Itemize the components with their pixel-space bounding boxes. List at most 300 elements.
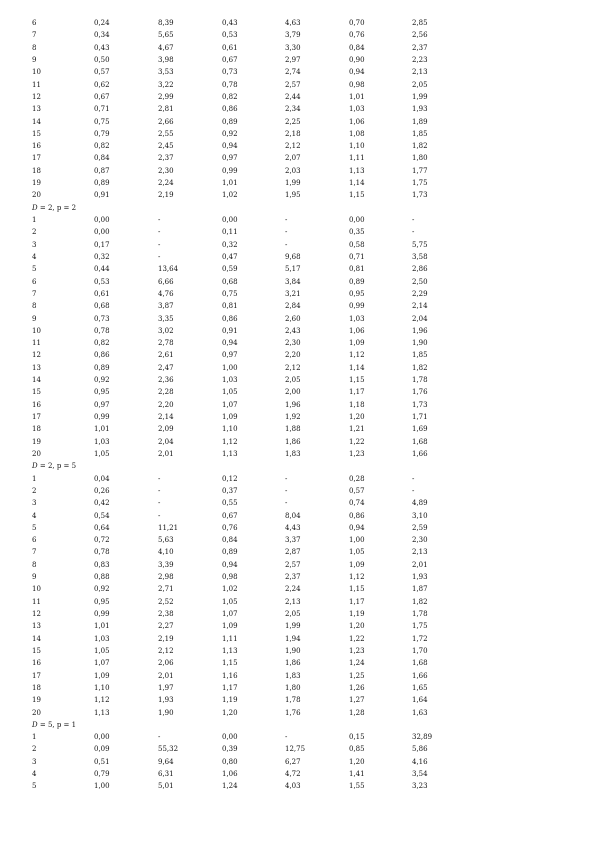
value-cell: 2,14 — [158, 413, 174, 421]
value-cell: 1,05 — [94, 449, 110, 458]
value-cell: 2,37 — [412, 43, 428, 52]
value-cell: 1,00 — [94, 782, 110, 791]
row-index-cell: 5 — [32, 782, 37, 791]
value-cell: 4,10 — [158, 548, 174, 557]
row-index-cell: 6 — [32, 277, 37, 286]
value-cell: 1,72 — [412, 634, 428, 643]
value-cell: 0,78 — [94, 326, 110, 335]
value-cell: 0,68 — [222, 277, 238, 286]
value-cell: - — [412, 486, 415, 495]
table-row — [32, 657, 552, 669]
value-cell: 9,68 — [285, 252, 301, 261]
value-cell: 1,97 — [158, 683, 174, 692]
value-cell: 1,18 — [349, 400, 365, 409]
value-cell: 1,69 — [412, 425, 428, 434]
value-cell: 1,63 — [412, 708, 428, 717]
value-cell: 1,86 — [285, 437, 301, 446]
value-cell: 2,00 — [285, 388, 301, 397]
value-cell: 1,14 — [349, 363, 365, 372]
value-cell: 1,06 — [349, 117, 365, 126]
value-cell: 1,85 — [412, 351, 428, 360]
value-cell: 2,87 — [285, 548, 301, 557]
value-cell: 0,73 — [94, 314, 110, 323]
value-cell: 1,09 — [222, 622, 238, 631]
value-cell: 11,21 — [158, 523, 179, 532]
value-cell: 1,93 — [412, 573, 428, 582]
value-cell: 2,30 — [412, 536, 428, 545]
value-cell: 2,34 — [285, 105, 301, 114]
value-cell: 0,95 — [94, 388, 110, 397]
value-cell: 1,06 — [349, 326, 365, 335]
value-cell: 1,17 — [349, 597, 365, 606]
value-cell: 4,03 — [285, 782, 301, 791]
value-cell: 6,31 — [158, 770, 174, 779]
value-cell: 3,79 — [285, 31, 301, 40]
value-cell: - — [158, 733, 161, 742]
section-header — [32, 460, 552, 472]
table-row — [32, 239, 552, 251]
table-row — [32, 583, 552, 595]
value-cell: 2,12 — [285, 363, 301, 372]
value-cell: 0,42 — [94, 499, 110, 508]
value-cell: 2,19 — [158, 191, 174, 200]
row-index-cell: 10 — [32, 68, 41, 77]
value-cell: 0,89 — [349, 277, 365, 286]
value-cell: 1,99 — [412, 92, 428, 101]
value-cell: 1,78 — [412, 610, 428, 618]
value-cell: 2,44 — [285, 92, 301, 101]
value-cell: 1,15 — [349, 585, 365, 594]
value-cell: 1,27 — [349, 696, 365, 705]
value-cell: 0,99 — [349, 302, 365, 311]
value-cell: 2,13 — [412, 68, 428, 77]
table-row — [32, 325, 552, 337]
value-cell: 1,75 — [412, 179, 428, 188]
table-row — [32, 276, 552, 288]
table-row — [32, 349, 552, 361]
value-cell: 1,05 — [222, 388, 238, 397]
row-index-cell: 14 — [32, 634, 41, 643]
table-row — [32, 17, 552, 29]
value-cell: 0,11 — [222, 228, 238, 237]
value-cell: 0,74 — [349, 499, 365, 508]
section-header — [32, 719, 552, 731]
table-row — [32, 300, 552, 312]
value-cell: 1,11 — [222, 634, 238, 643]
value-cell: 5,75 — [412, 240, 428, 249]
row-index-cell: 4 — [32, 770, 37, 779]
value-cell: 0,94 — [222, 560, 238, 569]
value-cell: 0,64 — [94, 523, 110, 532]
value-cell: 3,35 — [158, 314, 174, 323]
row-index-cell: 14 — [32, 117, 41, 126]
value-cell: 1,10 — [349, 142, 365, 151]
value-cell: 2,36 — [158, 376, 174, 385]
table-page — [32, 17, 552, 793]
value-cell: 1,01 — [222, 179, 238, 188]
table-row — [32, 608, 552, 620]
value-cell: 6,66 — [158, 277, 174, 286]
value-cell: 1,02 — [222, 585, 238, 594]
value-cell: 1,20 — [222, 708, 238, 717]
row-index-cell: 20 — [32, 449, 41, 458]
table-row — [32, 743, 552, 755]
value-cell: 1,99 — [285, 179, 301, 188]
value-cell: 2,12 — [158, 646, 174, 655]
value-cell: 1,20 — [349, 757, 365, 766]
value-cell: 0,68 — [94, 302, 110, 311]
value-cell: 0,98 — [349, 80, 365, 89]
value-cell: 2,74 — [285, 68, 301, 77]
row-index-cell: 12 — [32, 610, 41, 618]
value-cell: 0,00 — [94, 228, 110, 237]
value-cell: 0,94 — [349, 68, 365, 77]
value-cell: 8,39 — [158, 19, 174, 27]
value-cell: 9,64 — [158, 757, 174, 766]
value-cell: 0,76 — [349, 31, 365, 40]
value-cell: 2,84 — [285, 302, 301, 311]
value-cell: 1,83 — [285, 671, 301, 680]
value-cell: 0,32 — [222, 240, 238, 249]
row-index-cell: 5 — [32, 523, 37, 532]
value-cell: 3,23 — [412, 782, 428, 791]
value-cell: 0,85 — [349, 745, 365, 754]
value-cell: 0,86 — [222, 314, 238, 323]
value-cell: 0,75 — [222, 289, 238, 298]
value-cell: 1,03 — [94, 634, 110, 643]
value-cell: 2,04 — [412, 314, 428, 323]
row-index-cell: 7 — [32, 31, 37, 40]
table-row — [32, 251, 552, 263]
row-index-cell: 3 — [32, 757, 37, 766]
value-cell: 1,76 — [412, 388, 428, 397]
value-cell: 4,72 — [285, 770, 301, 779]
value-cell: 1,00 — [222, 363, 238, 372]
value-cell: 0,57 — [94, 68, 110, 77]
value-cell: 1,10 — [222, 425, 238, 434]
table-row — [32, 54, 552, 66]
value-cell: 2,45 — [158, 142, 174, 151]
row-index-cell: 18 — [32, 425, 41, 434]
value-cell: 0,78 — [94, 548, 110, 557]
value-cell: 2,09 — [158, 425, 174, 434]
value-cell: 1,14 — [349, 179, 365, 188]
value-cell: 0,87 — [94, 166, 110, 175]
value-cell: 0,32 — [94, 252, 110, 261]
table-row — [32, 448, 552, 460]
value-cell: 1,70 — [412, 646, 428, 655]
value-cell: 1,83 — [285, 449, 301, 458]
value-cell: 5,65 — [158, 31, 174, 40]
value-cell: 1,17 — [222, 683, 238, 692]
value-cell: 2,01 — [158, 671, 174, 680]
value-cell: 3,37 — [285, 536, 301, 545]
value-cell: 1,09 — [349, 560, 365, 569]
value-cell: 0,99 — [222, 166, 238, 175]
value-cell: 0,90 — [349, 55, 365, 64]
value-cell: 0,99 — [94, 413, 110, 421]
value-cell: 1,20 — [349, 413, 365, 421]
row-index-cell: 3 — [32, 499, 37, 508]
row-index-cell: 8 — [32, 560, 37, 569]
value-cell: - — [158, 252, 161, 261]
value-cell: 0,47 — [222, 252, 238, 261]
value-cell: 1,07 — [222, 610, 238, 618]
value-cell: 4,89 — [412, 499, 428, 508]
value-cell: 0,39 — [222, 745, 238, 754]
table-row — [32, 177, 552, 189]
value-cell: 1,66 — [412, 449, 428, 458]
value-cell: 1,25 — [349, 671, 365, 680]
table-row — [32, 411, 552, 423]
value-cell: 2,04 — [158, 437, 174, 446]
value-cell: 0,95 — [94, 597, 110, 606]
value-cell: 1,07 — [94, 659, 110, 668]
value-cell: 1,93 — [158, 696, 174, 705]
value-cell: 1,17 — [349, 388, 365, 397]
table-row — [32, 497, 552, 509]
value-cell: 3,21 — [285, 289, 301, 298]
value-cell: 3,22 — [158, 80, 174, 89]
value-cell: 2,28 — [158, 388, 174, 397]
value-cell: 0,28 — [349, 474, 365, 483]
value-cell: 0,12 — [222, 474, 238, 483]
value-cell: 2,43 — [285, 326, 301, 335]
value-cell: 1,19 — [349, 610, 365, 618]
value-cell: 2,86 — [412, 265, 428, 274]
value-cell: 2,12 — [285, 142, 301, 151]
value-cell: 1,78 — [412, 376, 428, 385]
value-cell: 0,89 — [94, 179, 110, 188]
value-cell: 1,64 — [412, 696, 428, 705]
value-cell: 2,13 — [285, 597, 301, 606]
value-cell: 1,65 — [412, 683, 428, 692]
value-cell: 0,79 — [94, 770, 110, 779]
value-cell: 2,05 — [285, 376, 301, 385]
row-index-cell: 12 — [32, 92, 41, 101]
value-cell: 3,53 — [158, 68, 174, 77]
table-row — [32, 633, 552, 645]
value-cell: 1,76 — [285, 708, 301, 717]
value-cell: 0,72 — [94, 536, 110, 545]
value-cell: 5,01 — [158, 782, 174, 791]
value-cell: 3,54 — [412, 770, 428, 779]
value-cell: 2,66 — [158, 117, 174, 126]
value-cell: 0,73 — [222, 68, 238, 77]
value-cell: 0,86 — [222, 105, 238, 114]
value-cell: 0,24 — [94, 19, 110, 27]
value-cell: - — [285, 486, 288, 495]
table-row — [32, 707, 552, 719]
value-cell: 0,43 — [222, 19, 238, 27]
row-index-cell: 17 — [32, 154, 41, 163]
table-row — [32, 42, 552, 54]
row-index-cell: 11 — [32, 80, 41, 89]
value-cell: 1,15 — [349, 376, 365, 385]
value-cell: 0,95 — [349, 289, 365, 298]
section-header-symbol: D — [32, 203, 38, 212]
row-index-cell: 4 — [32, 511, 37, 520]
value-cell: - — [158, 228, 161, 237]
value-cell: 1,03 — [349, 314, 365, 323]
value-cell: 2,20 — [285, 351, 301, 360]
value-cell: 1,93 — [412, 105, 428, 114]
value-cell: 0,86 — [349, 511, 365, 520]
value-cell: 1,12 — [222, 437, 238, 446]
value-cell: 0,84 — [94, 154, 110, 163]
table-row — [32, 386, 552, 398]
value-cell: - — [158, 216, 161, 224]
value-cell: 0,54 — [94, 511, 110, 520]
row-index-cell: 19 — [32, 437, 41, 446]
value-cell: 1,12 — [349, 351, 365, 360]
value-cell: 0,99 — [94, 610, 110, 618]
table-row — [32, 670, 552, 682]
table-row — [32, 571, 552, 583]
value-cell: 2,57 — [285, 80, 301, 89]
value-cell: - — [285, 240, 288, 249]
value-cell: 1,05 — [94, 646, 110, 655]
value-cell: - — [158, 511, 161, 520]
value-cell: 1,86 — [285, 659, 301, 668]
value-cell: 1,13 — [349, 166, 365, 175]
value-cell: 0,82 — [94, 339, 110, 348]
value-cell: 0,44 — [94, 265, 110, 274]
table-row — [32, 226, 552, 238]
value-cell: 1,73 — [412, 400, 428, 409]
value-cell: 0,78 — [222, 80, 238, 89]
value-cell: 1,03 — [349, 105, 365, 114]
row-index-cell: 19 — [32, 179, 41, 188]
value-cell: 1,82 — [412, 142, 428, 151]
value-cell: 0,82 — [94, 142, 110, 151]
value-cell: 3,10 — [412, 511, 428, 520]
value-cell: 2,50 — [412, 277, 428, 286]
table-row — [32, 559, 552, 571]
value-cell: 3,84 — [285, 277, 301, 286]
value-cell: 1,90 — [285, 646, 301, 655]
value-cell: 0,97 — [222, 154, 238, 163]
value-cell: 5,86 — [412, 745, 428, 754]
table-row — [32, 731, 552, 743]
table-row — [32, 596, 552, 608]
value-cell: 2,05 — [412, 80, 428, 89]
value-cell: 1,82 — [412, 363, 428, 372]
table-row — [32, 189, 552, 201]
table-row — [32, 66, 552, 78]
value-cell: 0,80 — [222, 757, 238, 766]
value-cell: 2,78 — [158, 339, 174, 348]
value-cell: 0,50 — [94, 55, 110, 64]
value-cell: 13,64 — [158, 265, 179, 274]
row-index-cell: 20 — [32, 191, 41, 200]
value-cell: 0,94 — [349, 523, 365, 532]
value-cell: 1,78 — [285, 696, 301, 705]
value-cell: 1,01 — [94, 425, 110, 434]
value-cell: - — [285, 216, 288, 224]
value-cell: 1,20 — [349, 622, 365, 631]
value-cell: 0,00 — [222, 216, 238, 224]
value-cell: 1,96 — [285, 400, 301, 409]
value-cell: 0,51 — [94, 757, 110, 766]
value-cell: 1,13 — [94, 708, 110, 717]
row-index-cell: 8 — [32, 43, 37, 52]
value-cell: 1,96 — [412, 326, 428, 335]
section-header-symbol: D — [32, 720, 38, 729]
value-cell: 0,81 — [349, 265, 365, 274]
value-cell: 0,57 — [349, 486, 365, 495]
value-cell: 0,43 — [94, 43, 110, 52]
value-cell: 1,12 — [349, 573, 365, 582]
value-cell: 2,07 — [285, 154, 301, 163]
value-cell: 1,71 — [412, 413, 428, 421]
row-index-cell: 19 — [32, 696, 41, 705]
table-row — [32, 620, 552, 632]
row-index-cell: 10 — [32, 585, 41, 594]
value-cell: 2,85 — [412, 19, 428, 27]
value-cell: 1,13 — [222, 646, 238, 655]
row-index-cell: 14 — [32, 376, 41, 385]
value-cell: 0,71 — [349, 252, 365, 261]
value-cell: 3,39 — [158, 560, 174, 569]
row-index-cell: 2 — [32, 486, 37, 495]
row-index-cell: 16 — [32, 142, 41, 151]
value-cell: 0,15 — [349, 733, 365, 742]
value-cell: 1,01 — [349, 92, 365, 101]
value-cell: 0,67 — [222, 55, 238, 64]
value-cell: 0,91 — [94, 191, 110, 200]
value-cell: 1,11 — [349, 154, 365, 163]
row-index-cell: 20 — [32, 708, 41, 717]
table-row — [32, 423, 552, 435]
value-cell: 0,82 — [222, 92, 238, 101]
value-cell: 2,20 — [158, 400, 174, 409]
table-row — [32, 29, 552, 41]
value-cell: - — [158, 486, 161, 495]
value-cell: 1,00 — [349, 536, 365, 545]
row-index-cell: 16 — [32, 659, 41, 668]
row-index-cell: 8 — [32, 302, 37, 311]
value-cell: - — [285, 733, 288, 742]
value-cell: - — [412, 228, 415, 237]
row-index-cell: 6 — [32, 536, 37, 545]
value-cell: 2,23 — [412, 55, 428, 64]
value-cell: 2,81 — [158, 105, 174, 114]
table-row — [32, 768, 552, 780]
value-cell: 0,89 — [94, 363, 110, 372]
value-cell: 1,88 — [285, 425, 301, 434]
row-index-cell: 12 — [32, 351, 41, 360]
value-cell: 4,43 — [285, 523, 301, 532]
table-row — [32, 399, 552, 411]
value-cell: 1,15 — [349, 191, 365, 200]
row-index-cell: 3 — [32, 240, 37, 249]
value-cell: 2,55 — [158, 129, 174, 138]
section-header-params: = 2, p = 2 — [37, 203, 77, 212]
table-row — [32, 263, 552, 275]
value-cell: 1,80 — [412, 154, 428, 163]
value-cell: 0,55 — [222, 499, 238, 508]
value-cell: - — [285, 474, 288, 483]
table-row — [32, 682, 552, 694]
value-cell: 0,94 — [222, 339, 238, 348]
value-cell: 1,41 — [349, 770, 365, 779]
value-cell: 2,13 — [412, 548, 428, 557]
value-cell: 32,89 — [412, 733, 433, 742]
value-cell: 3,58 — [412, 252, 428, 261]
value-cell: 1,75 — [412, 622, 428, 631]
table-row — [32, 374, 552, 386]
